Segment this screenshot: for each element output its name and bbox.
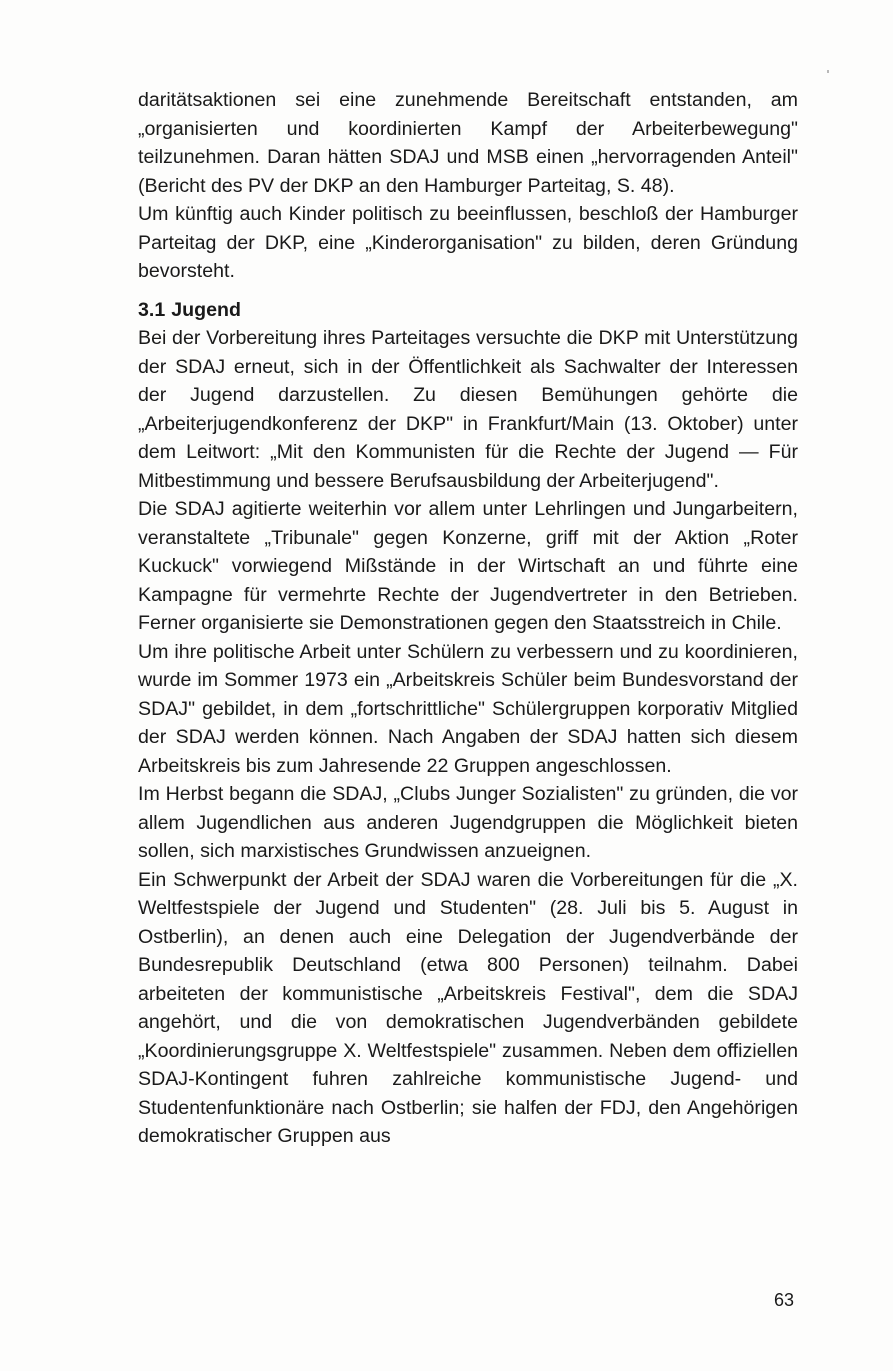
paragraph-weltfestspiele: Ein Schwerpunkt der Arbeit der SDAJ waren die Vorbereitungen für die „X. Weltfestspiele der Jugend und Studenten" (28. Juli bis 5. August in Ostberlin), an denen auch eine Delegation der Jugendverbände der Bundesrepublik Deutschland (etwa 800 Personen) teilnahm. Dabei arbeiteten der kommunistische „Arbeitskreis Festival", dem die SDAJ angehört, und die von demokratischen Jugendverbänden gebildete „Koordinierungsgruppe X. Weltfestspiele" zusammen. Neben dem offiziellen SDAJ-Kontingent fuhren zahlreiche kommunistische Jugend- und Studentenfunktionäre nach Ostberlin; sie halfen der FDJ, den Angehörigen demokratischer Gruppen aus xyxy=(138,868,798,1147)
section-number: 3.1 xyxy=(138,298,166,321)
paragraph-kinderorganisation: Um künftig auch Kinder politisch zu beeinflussen, beschloß der Hamburger Parteitag der DKP, eine „Kinderorganisation" zu bilden, deren Gründung bevorsteht. xyxy=(138,203,798,282)
paragraph-sdaj-agitation: Die SDAJ agitierte weiterhin vor allem unter Lehrlingen und Jungarbeitern, veranstaltete „Tribunale" gegen Konzerne, griff mit der Aktion „Roter Kuckuck" vorwiegend Mißstände in der Wirtschaft an und führte eine Kampagne für vermehrte Rechte der Jugendvertreter in den Betrieben. Ferner organisierte sie Demonstrationen gegen den Staatsstreich in Chile. xyxy=(138,498,798,634)
section-title: Jugend xyxy=(171,298,241,321)
paragraph-arbeitskreis-schueler: Um ihre politische Arbeit unter Schülern zu verbessern und zu koordinieren, wurde im Sommer 1973 ein „Arbeitskreis Schüler beim Bundesvorstand der SDAJ" gebildet, in dem „fortschrittliche" Schülergruppen korporativ Mitglied der SDAJ werden können. Nach Angaben der SDAJ hatten sich diesem Arbeitskreis bis zum Jahresende 22 Gruppen angeschlossen. xyxy=(138,640,798,777)
page-number: 63 xyxy=(774,1290,795,1310)
paragraph-intro-continuation: daritätsaktionen sei eine zunehmende Bereitschaft entstanden, am „organisierten und koordinierten Kampf der Arbeiterbewegung" teilzunehmen. Daran hätten SDAJ und MSB einen „hervorragenden Anteil" (Bericht des PV der DKP an den Hamburger Parteitag, S. 48). xyxy=(138,89,798,197)
paragraph-clubs: Im Herbst begann die SDAJ, „Clubs Junger Sozialisten" zu gründen, die vor allem Jugendlichen aus anderen Jugendgruppen die Möglichkeit bieten sollen, sich marxistisches Grundwissen anzueignen. xyxy=(138,783,798,862)
section-heading xyxy=(138,296,798,325)
margin-speck xyxy=(827,70,829,73)
text-column xyxy=(138,86,798,1151)
paragraph-parteitag: Bei der Vorbereitung ihres Parteitages versuchte die DKP mit Unterstützung der SDAJ erneut, sich in der Öffentlichkeit als Sachwalter der Interessen der Jugend darzustellen. Zu diesen Bemühungen gehörte die „Arbeiterjugendkonferenz der DKP" in Frankfurt/Main (13. Oktober) unter dem Leitwort: „Mit den Kommunisten für die Rechte der Jugend — Für Mitbestimmung und bessere Berufsausbildung der Arbeiterjugend". xyxy=(138,327,798,492)
